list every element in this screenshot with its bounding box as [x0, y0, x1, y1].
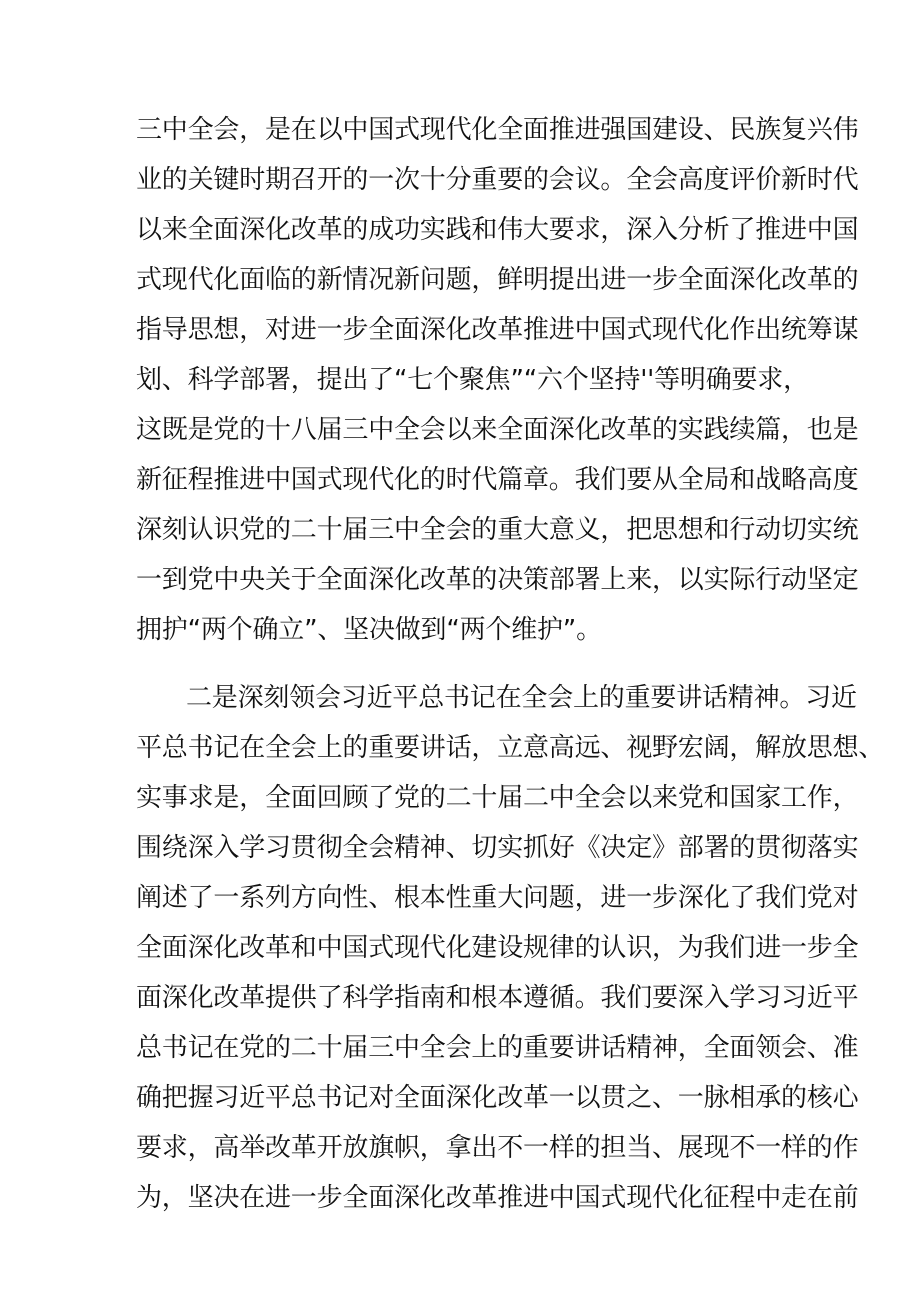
paragraph-1-line: 这既是党的十八届三中全会以来全面深化改革的实践续篇，也是	[136, 415, 859, 445]
paragraph-2-line: 阐述了一系列方向性、根本性重大问题，进一步深化了我们党对	[136, 883, 859, 913]
paragraph-1-line: 以来全面深化改革的成功实践和伟大要求，深入分析了推进中国	[136, 215, 859, 245]
paragraph-1-line: 业的关键时期召开的一次十分重要的会议。全会高度评价新时代	[136, 165, 859, 195]
paragraph-1-line: 拥护“两个确立”、坚决做到“两个维护”。	[136, 615, 602, 645]
paragraph-2-line: 全面深化改革和中国式现代化建设规律的认识，为我们进一步全	[136, 933, 859, 963]
paragraph-2-line: 实事求是，全面回顾了党的二十届二中全会以来党和国家工作，	[136, 783, 859, 813]
paragraph-2-line: 总书记在党的二十届三中全会上的重要讲话精神，全面领会、准	[136, 1033, 859, 1063]
paragraph-2-line: 面深化改革提供了科学指南和根本遵循。我们要深入学习习近平	[136, 983, 859, 1013]
paragraph-2-line: 要求，高举改革开放旗帜，拿出不一样的担当、展现不一样的作	[136, 1133, 859, 1163]
paragraph-1-line: 一到党中央关于全面深化改革的决策部署上来，以实际行动坚定	[136, 565, 859, 595]
paragraph-2-line: 平总书记在全会上的重要讲话，立意高远、视野宏阔，解放思想、	[136, 733, 885, 763]
paragraph-1-line: 新征程推进中国式现代化的时代篇章。我们要从全局和战略高度	[136, 465, 859, 495]
paragraph-1-line: 划、科学部署，提出了“七个聚焦”“六个坚持''等明确要求，	[136, 365, 809, 395]
paragraph-2-line: 二是深刻领会习近平总书记在全会上的重要讲话精神。习近	[186, 683, 857, 713]
paragraph-2-line: 围绕深入学习贯彻全会精神、切实抓好《决定》部署的贯彻落实	[136, 833, 859, 863]
paragraph-1-line: 式现代化面临的新情况新问题，鲜明提出进一步全面深化改革的	[136, 265, 859, 295]
paragraph-2-line: 确把握习近平总书记对全面深化改革一以贯之、一脉相承的核心	[136, 1083, 859, 1113]
paragraph-1-line: 三中全会，是在以中国式现代化全面推进强国建设、民族复兴伟	[136, 115, 859, 145]
paragraph-2-line: 为，坚决在进一步全面深化改革推进中国式现代化征程中走在前	[136, 1183, 859, 1213]
paragraph-1-line: 指导思想，对进一步全面深化改革推进中国式现代化作出统筹谋	[136, 315, 859, 345]
paragraph-1-line: 深刻认识党的二十届三中全会的重大意义，把思想和行动切实统	[136, 515, 859, 545]
